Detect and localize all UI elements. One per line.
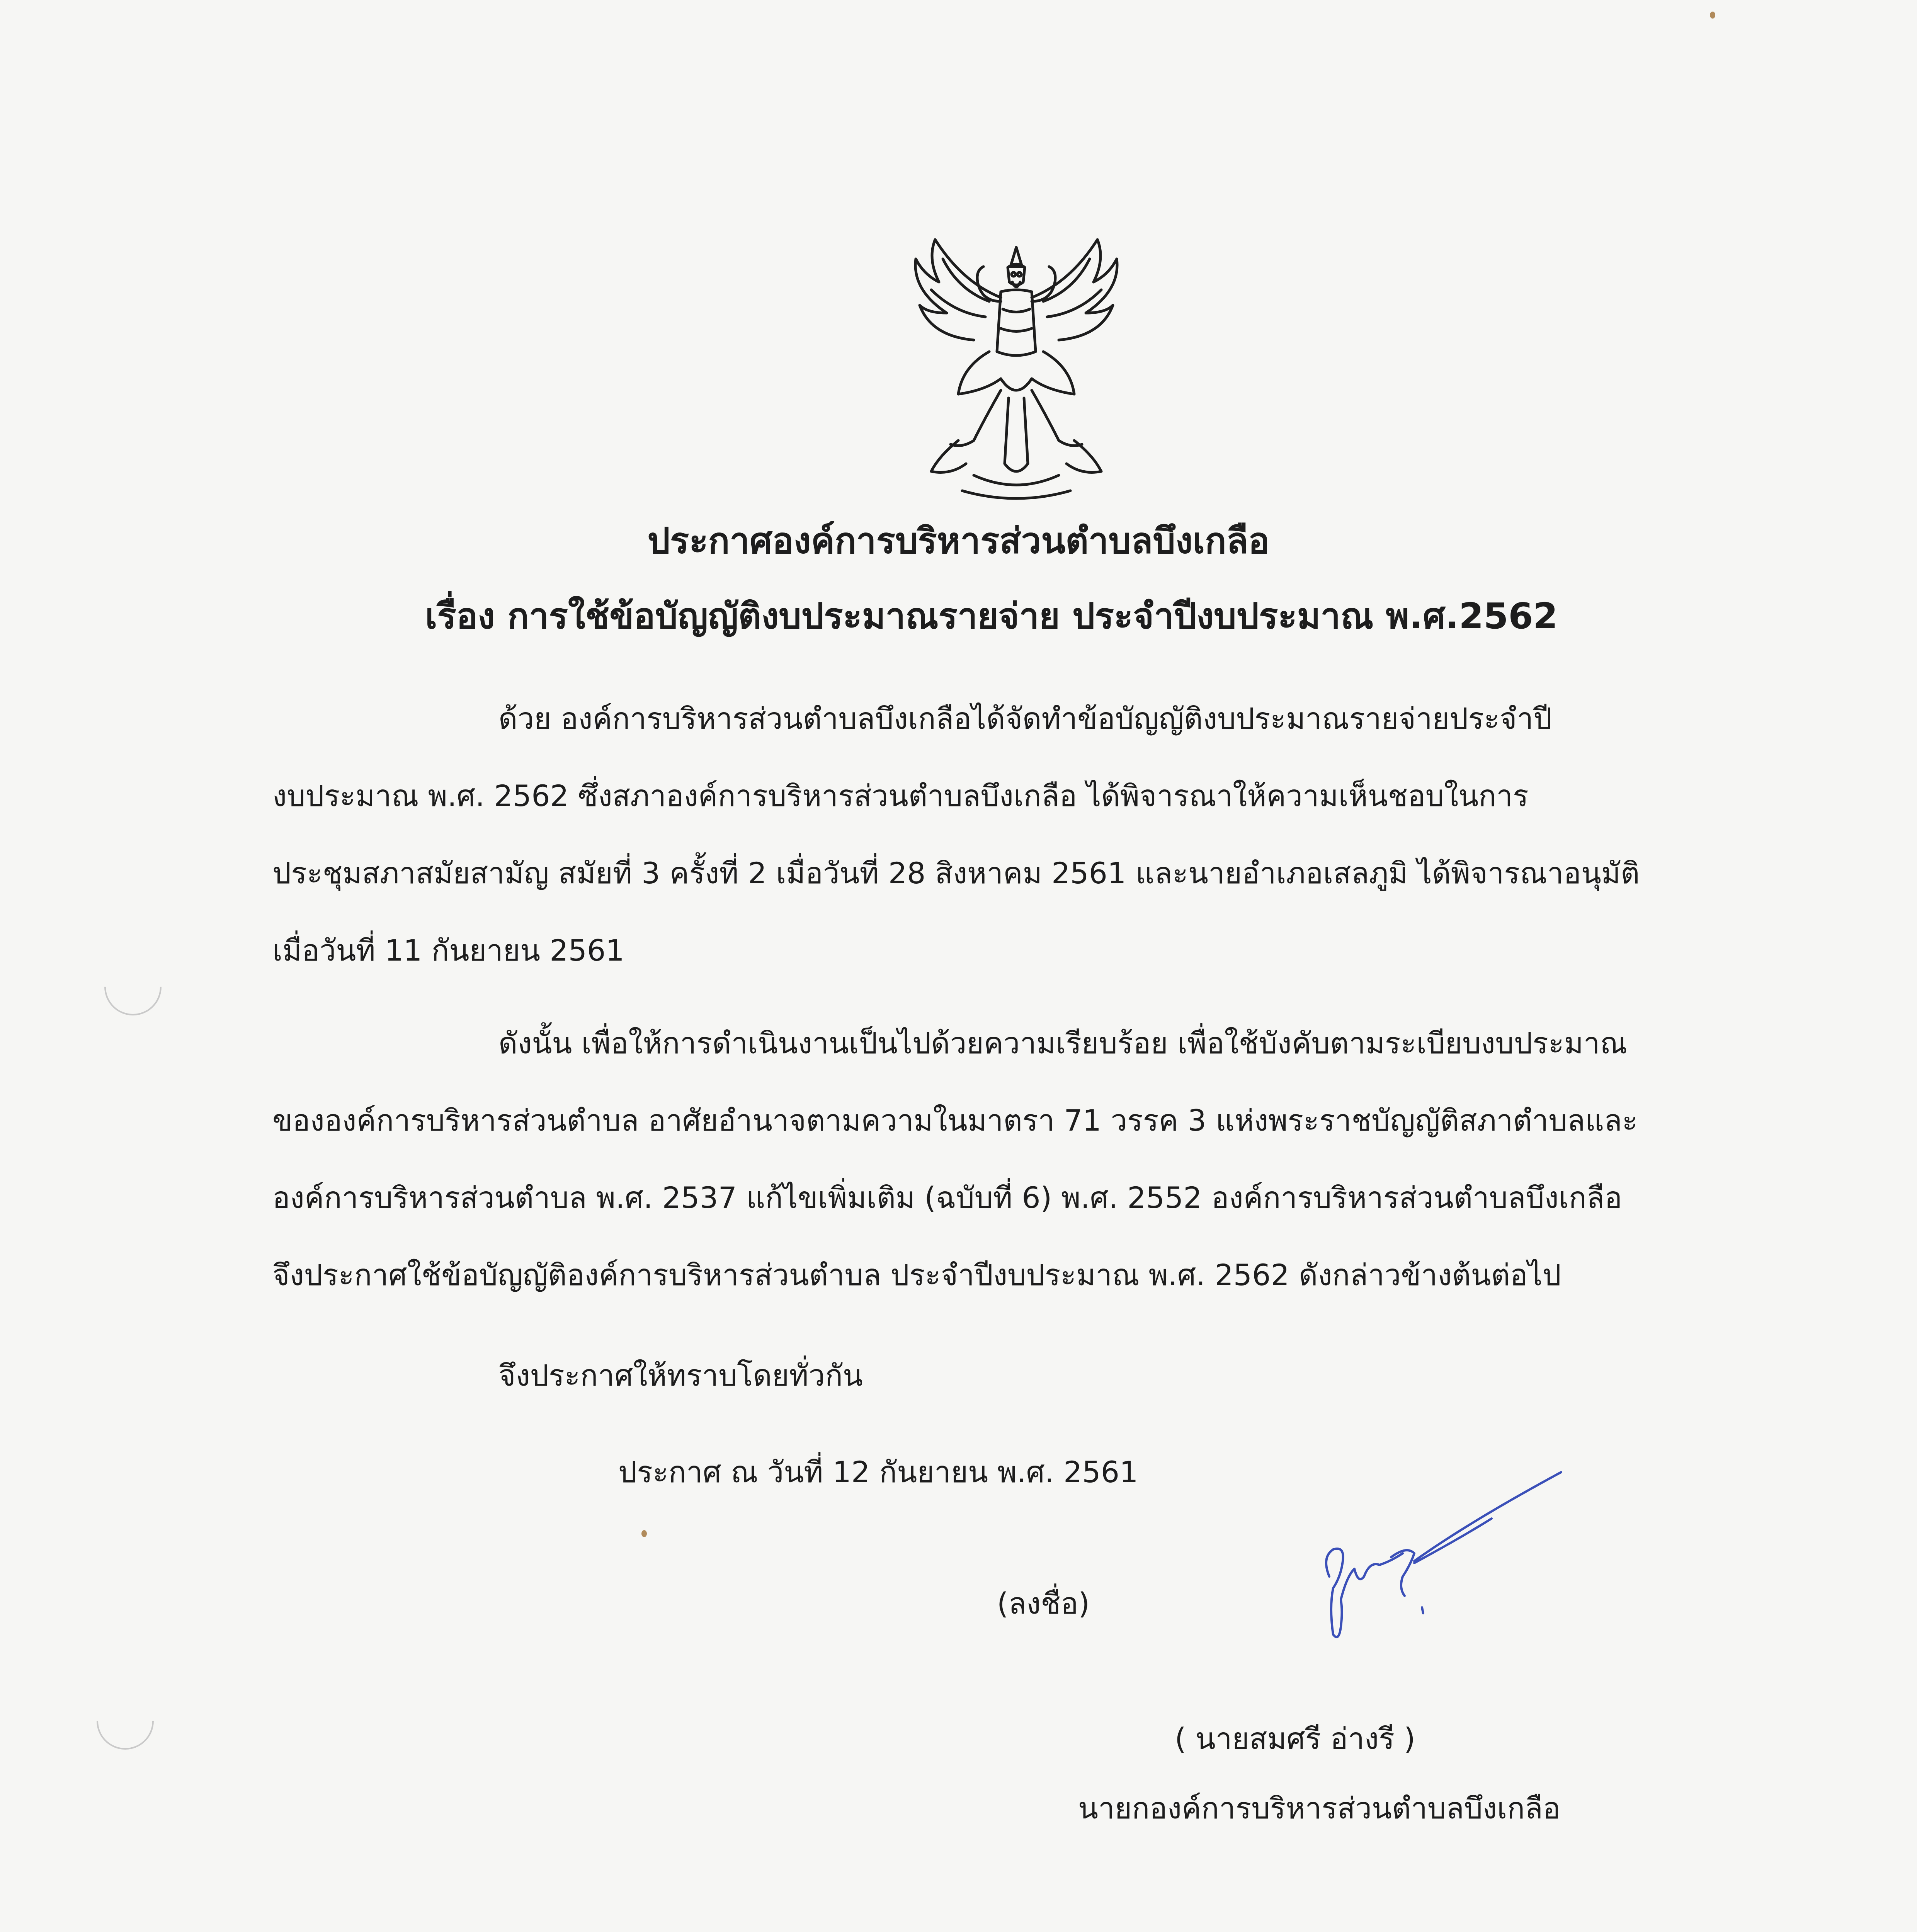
garuda-emblem-icon — [885, 224, 1148, 506]
scan-speck — [641, 1530, 647, 1537]
signer-name: ( นายสมศรี อ่างรี ) — [1175, 1721, 1415, 1756]
punch-hole-mark — [92, 946, 173, 1027]
handwritten-signature — [1275, 1461, 1577, 1662]
punch-hole-mark — [85, 1680, 165, 1761]
announcement-date: ประกาศ ณ วันที่ 12 กันยายน พ.ศ. 2561 — [618, 1455, 1138, 1489]
paragraph-1-line: เมื่อวันที่ 11 กันยายน 2561 — [272, 933, 624, 968]
subject-line: เรื่อง การใช้ข้อบัญญัติงบประมาณรายจ่าย ประจำปีงบประมาณ พ.ศ.2562 — [425, 595, 1558, 637]
paragraph-1-line: ด้วย องค์การบริหารส่วนตำบลบึงเกลือได้จัดทำข้อบัญญัติงบประมาณรายจ่ายประจำปี — [498, 701, 1552, 736]
signature-label: (ลงชื่อ) — [997, 1586, 1090, 1621]
paragraph-2-line: จึงประกาศใช้ข้อบัญญัติองค์การบริหารส่วนตำบล ประจำปีงบประมาณ พ.ศ. 2562 ดังกล่าวข้างต้นต่อไป — [272, 1258, 1561, 1292]
scan-speck — [1710, 12, 1715, 19]
announce-text: จึงประกาศให้ทราบโดยทั่วกัน — [498, 1358, 863, 1393]
paragraph-2-line: องค์การบริหารส่วนตำบล พ.ศ. 2537 แก้ไขเพิ่มเติม (ฉบับที่ 6) พ.ศ. 2552 องค์การบริหารส่วนตำบลบึงเกลือ — [272, 1180, 1622, 1215]
paragraph-2-line: ขององค์การบริหารส่วนตำบล อาศัยอำนาจตามความในมาตรา 71 วรรค 3 แห่งพระราชบัญญัติสภาตำบลและ — [272, 1103, 1638, 1138]
signer-title: นายกองค์การบริหารส่วนตำบลบึงเกลือ — [1078, 1791, 1561, 1825]
paragraph-2-line: ดังนั้น เพื่อให้การดำเนินงานเป็นไปด้วยความเรียบร้อย เพื่อใช้บังคับตามระเบียบงบประมาณ — [498, 1026, 1627, 1060]
paragraph-1-line: ประชุมสภาสมัยสามัญ สมัยที่ 3 ครั้งที่ 2 เมื่อวันที่ 28 สิงหาคม 2561 และนายอำเภอเสลภูมิ ได้พิจารณาอนุมัติ — [272, 856, 1640, 890]
paragraph-1-line: งบประมาณ พ.ศ. 2562 ซึ่งสภาองค์การบริหารส่วนตำบลบึงเกลือ ได้พิจารณาให้ความเห็นชอบในการ — [272, 779, 1529, 813]
announcement-title: ประกาศองค์การบริหารส่วนตำบลบึงเกลือ — [647, 520, 1270, 561]
